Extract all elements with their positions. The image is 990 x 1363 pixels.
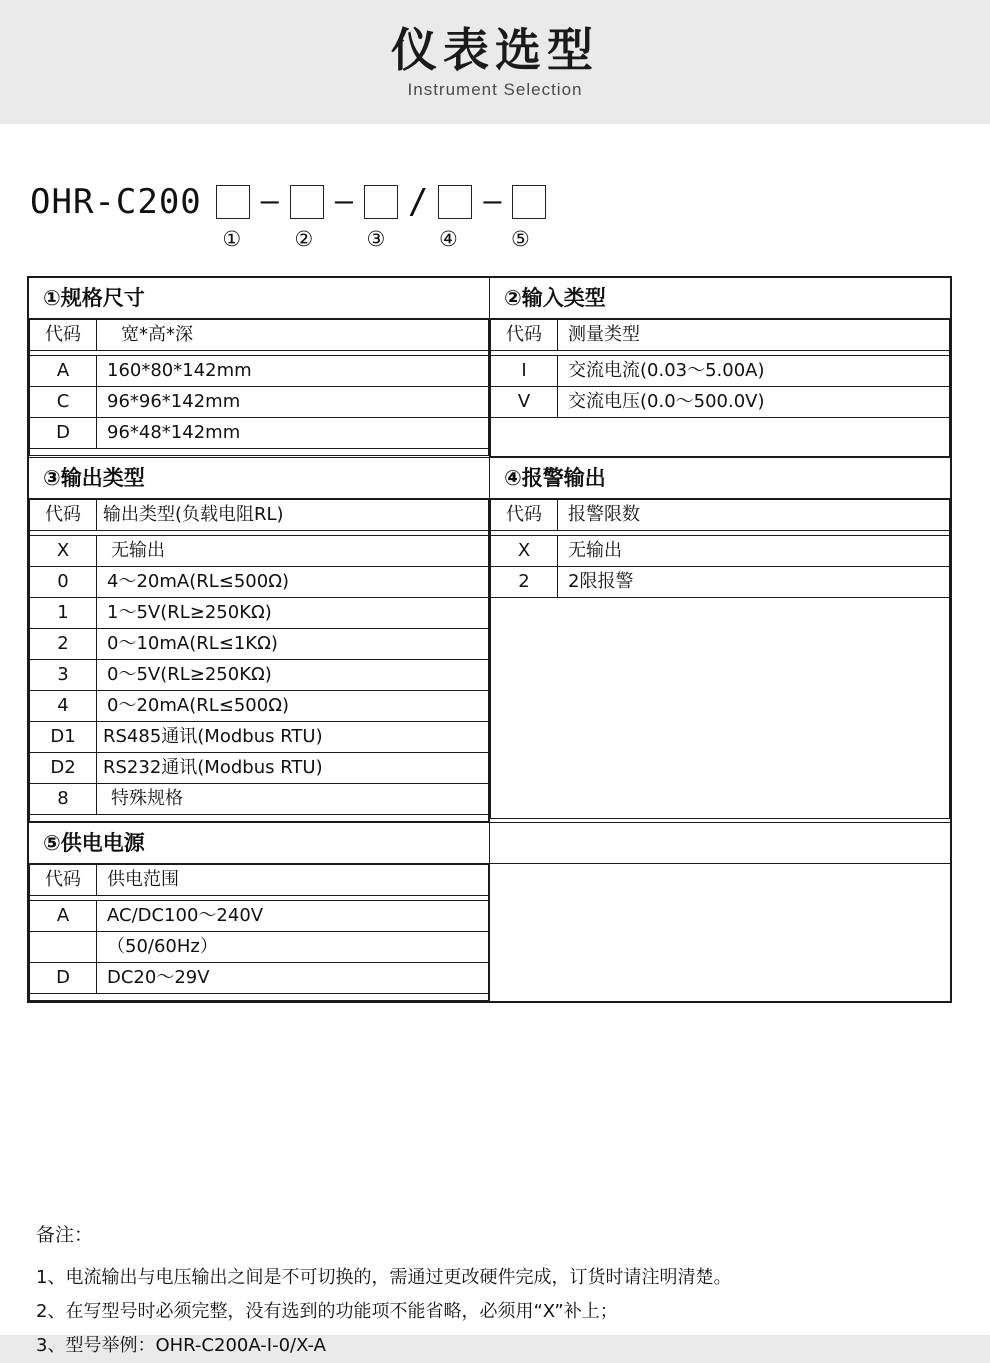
table-row: [491, 356, 950, 387]
section-4-row-0-desc: 无输出: [558, 536, 950, 567]
section-4-body: [490, 499, 951, 823]
table-row: [30, 320, 489, 351]
model-slot-2: [290, 185, 324, 219]
selection-table: [27, 276, 952, 1003]
section-2-title: ②输入类型: [504, 286, 606, 310]
section-3-row-0-code: X: [30, 536, 97, 567]
section-5-title: ⑤供电电源: [43, 831, 145, 855]
marker-2: ②: [294, 227, 314, 251]
table-row: [30, 387, 489, 418]
section-3-row-5-desc: 0～20mA(RL≤500Ω): [97, 691, 489, 722]
note-line-2: 2、在写型号时必须完整，没有选到的功能项不能省略，必须用“X”补上；: [36, 1301, 618, 1322]
section-2-desc-header: 测量类型: [558, 320, 950, 351]
table-row: [30, 418, 489, 449]
section-3-title: ③输出类型: [43, 466, 145, 490]
section-3-code-header: 代码: [30, 500, 97, 531]
empty-title-cell: [490, 823, 951, 864]
section-3-desc-header: 输出类型(负载电阻RL): [97, 500, 489, 531]
spacer: [491, 418, 950, 457]
section-1-row-2-code: D: [30, 418, 97, 449]
section-1-title-cell: [29, 278, 490, 319]
table-row: [30, 598, 489, 629]
model-slot-3: [364, 185, 398, 219]
table-row: [30, 356, 489, 387]
section-2-row-0-code: Ⅰ: [491, 356, 558, 387]
page-title: 仪表选型: [391, 23, 599, 77]
table-row: [30, 865, 489, 896]
section-5-code-header: 代码: [30, 865, 97, 896]
section-1-row-2-desc: 96*48*142mm: [97, 418, 489, 449]
table-row: [30, 449, 489, 456]
table-row: [491, 536, 950, 567]
table-row: [30, 536, 489, 567]
table-row: [30, 722, 489, 753]
table-row: [30, 753, 489, 784]
table-row: [30, 994, 489, 1001]
table-row: [491, 500, 950, 531]
section-4-row-1-code: 2: [491, 567, 558, 598]
spacer: [30, 994, 489, 1001]
section-3-row-8-code: 8: [30, 784, 97, 815]
model-separator-3: /: [407, 182, 429, 222]
section-3-row-6-desc: RS485通讯(Modbus RTU): [97, 722, 489, 753]
section-3-row-3-code: 2: [30, 629, 97, 660]
section-5-desc-header: 供电范围: [97, 865, 489, 896]
table-row: [29, 458, 951, 499]
section-4-title-cell: [490, 458, 951, 499]
notes-section: [36, 1220, 936, 1363]
section-3-row-4-desc: 0～5V(RL≥250KΩ): [97, 660, 489, 691]
section-3-row-4-code: 3: [30, 660, 97, 691]
model-slot-4: [438, 185, 472, 219]
section-4-row-0-code: X: [491, 536, 558, 567]
table-row: [29, 319, 951, 458]
section-3-row-0-desc: 无输出: [97, 536, 489, 567]
section-3-row-2-desc: 1～5V(RL≥250KΩ): [97, 598, 489, 629]
page-subtitle: Instrument Selection: [407, 80, 583, 99]
section-4-row-1-desc: 2限报警: [558, 567, 950, 598]
table-row: [30, 963, 489, 994]
page-header: [0, 0, 990, 124]
table-row: [30, 691, 489, 722]
table-row: [29, 864, 951, 1002]
section-5-row-0-code: A: [30, 901, 97, 932]
table-row: [491, 418, 950, 457]
section-5-row-2-desc: DC20～29V: [97, 963, 489, 994]
model-separator-2: –: [334, 184, 353, 219]
model-name: OHR-C200: [30, 182, 202, 222]
section-1-row-1-desc: 96*96*142mm: [97, 387, 489, 418]
section-2-body: [490, 319, 951, 458]
section-5-row-1-code: [30, 932, 97, 963]
table-row: [491, 320, 950, 351]
empty-body-cell: [490, 864, 951, 1002]
section-5-title-cell: [29, 823, 490, 864]
section-3-row-3-desc: 0～10mA(RL≤1KΩ): [97, 629, 489, 660]
section-1-desc-header: 宽*高*深: [97, 320, 489, 351]
section-1-row-1-code: C: [30, 387, 97, 418]
section-4-code-header: 代码: [491, 500, 558, 531]
section-1-row-0-code: A: [30, 356, 97, 387]
section-1-row-0-desc: 160*80*142mm: [97, 356, 489, 387]
section-1-title: ①规格尺寸: [43, 286, 145, 310]
section-3-row-1-code: 0: [30, 567, 97, 598]
section-3-row-8-desc: 特殊规格: [97, 784, 489, 815]
section-5-row-0-desc: AC/DC100～240V: [97, 901, 489, 932]
table-row: [491, 567, 950, 598]
section-3-row-7-code: D2: [30, 753, 97, 784]
table-row: [30, 815, 489, 822]
section-1-body: [29, 319, 490, 458]
spacer: [30, 815, 489, 822]
section-3-title-cell: [29, 458, 490, 499]
marker-4: ④: [438, 227, 458, 251]
table-row: [30, 629, 489, 660]
table-row: [30, 901, 489, 932]
table-row: [30, 660, 489, 691]
table-row: [491, 598, 950, 819]
model-slot-1: [216, 185, 250, 219]
section-5-row-1-desc: （50/60Hz）: [97, 932, 489, 963]
section-2-title-cell: [490, 278, 951, 319]
table-row: [30, 932, 489, 963]
section-3-body: [29, 499, 490, 823]
table-row: [29, 499, 951, 823]
section-3-row-5-code: 4: [30, 691, 97, 722]
section-5-row-2-code: D: [30, 963, 97, 994]
note-line-1: 1、电流输出与电压输出之间是不可切换的，需通过更改硬件完成，订货时请注明清楚。: [36, 1267, 732, 1288]
marker-3: ③: [366, 227, 386, 251]
section-4-desc-header: 报警限数: [558, 500, 950, 531]
table-row: [30, 500, 489, 531]
model-separator-1: –: [260, 184, 279, 219]
table-row: [29, 278, 951, 319]
table-row: [491, 387, 950, 418]
section-3-row-2-code: 1: [30, 598, 97, 629]
marker-1: ①: [222, 227, 242, 251]
section-2-row-0-desc: 交流电流(0.03～5.00A): [558, 356, 950, 387]
table-row: [30, 784, 489, 815]
table-row: [29, 823, 951, 864]
notes-title: 备注：: [36, 1224, 94, 1246]
section-4-title: ④报警输出: [504, 466, 606, 490]
content-panel: [0, 124, 990, 1356]
spacer: [30, 449, 489, 456]
section-3-row-6-code: D1: [30, 722, 97, 753]
note-line-3: 3、型号举例：OHR-C200A-I-0/X-A: [36, 1335, 326, 1356]
section-5-body: [29, 864, 490, 1002]
model-separator-4: –: [483, 184, 502, 219]
section-2-row-1-desc: 交流电压(0.0～500.0V): [558, 387, 950, 418]
spacer: [491, 598, 950, 819]
model-slot-5: [512, 185, 546, 219]
model-marker-row: [30, 222, 536, 256]
section-3-row-7-desc: RS232通讯(Modbus RTU): [97, 753, 489, 784]
table-row: [30, 567, 489, 598]
marker-5: ⑤: [511, 227, 530, 251]
section-2-code-header: 代码: [491, 320, 558, 351]
section-1-code-header: 代码: [30, 320, 97, 351]
section-3-row-1-desc: 4～20mA(RL≤500Ω): [97, 567, 489, 598]
section-2-row-1-code: V: [491, 387, 558, 418]
